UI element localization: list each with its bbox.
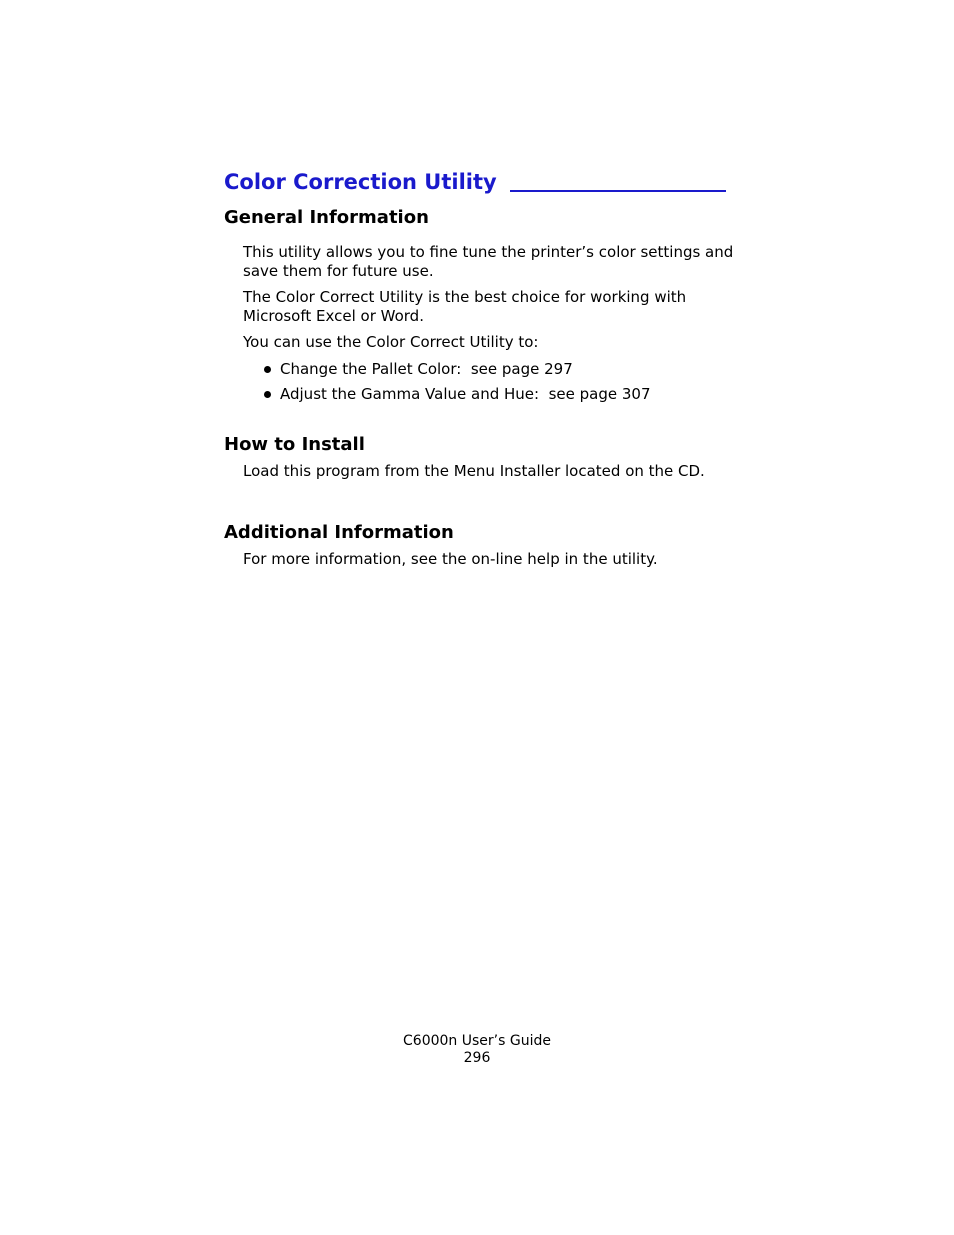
title-underline-rule — [510, 190, 726, 192]
bullet-dot-icon — [264, 391, 271, 398]
bullet-dot-icon — [264, 366, 271, 373]
additional-paragraph: For more information, see the on-line help in the utility. — [243, 550, 658, 568]
footer-guide-title: C6000n User’s Guide — [403, 1033, 551, 1049]
section-heading-install: How to Install — [224, 434, 365, 455]
bullet-text-gamma-hue: Adjust the Gamma Value and Hue: see page 307 — [280, 384, 651, 403]
general-paragraph-1: This utility allows you to fine tune the printer’s color settings and save them for future use. — [243, 243, 734, 280]
general-paragraph-2: The Color Correct Utility is the best choice for working with Microsoft Excel or Word. — [243, 288, 687, 325]
list-item — [264, 385, 744, 404]
section-how-to-install — [224, 434, 744, 481]
general-bullet-list — [224, 360, 744, 404]
section-general-information — [224, 207, 744, 403]
list-item — [264, 360, 744, 379]
install-paragraph: Load this program from the Menu Installer located on the CD. — [243, 462, 705, 480]
bullet-text-pallet-color: Change the Pallet Color: see page 297 — [280, 359, 573, 378]
section-additional-information — [224, 522, 744, 569]
section-heading-additional: Additional Information — [224, 522, 454, 543]
page-title-text: Color Correction Utility — [224, 170, 497, 194]
page-footer — [0, 1033, 954, 1067]
footer-page-number: 296 — [463, 1050, 491, 1066]
general-paragraph-3: You can use the Color Correct Utility to: — [243, 333, 539, 351]
section-heading-general: General Information — [224, 207, 429, 228]
